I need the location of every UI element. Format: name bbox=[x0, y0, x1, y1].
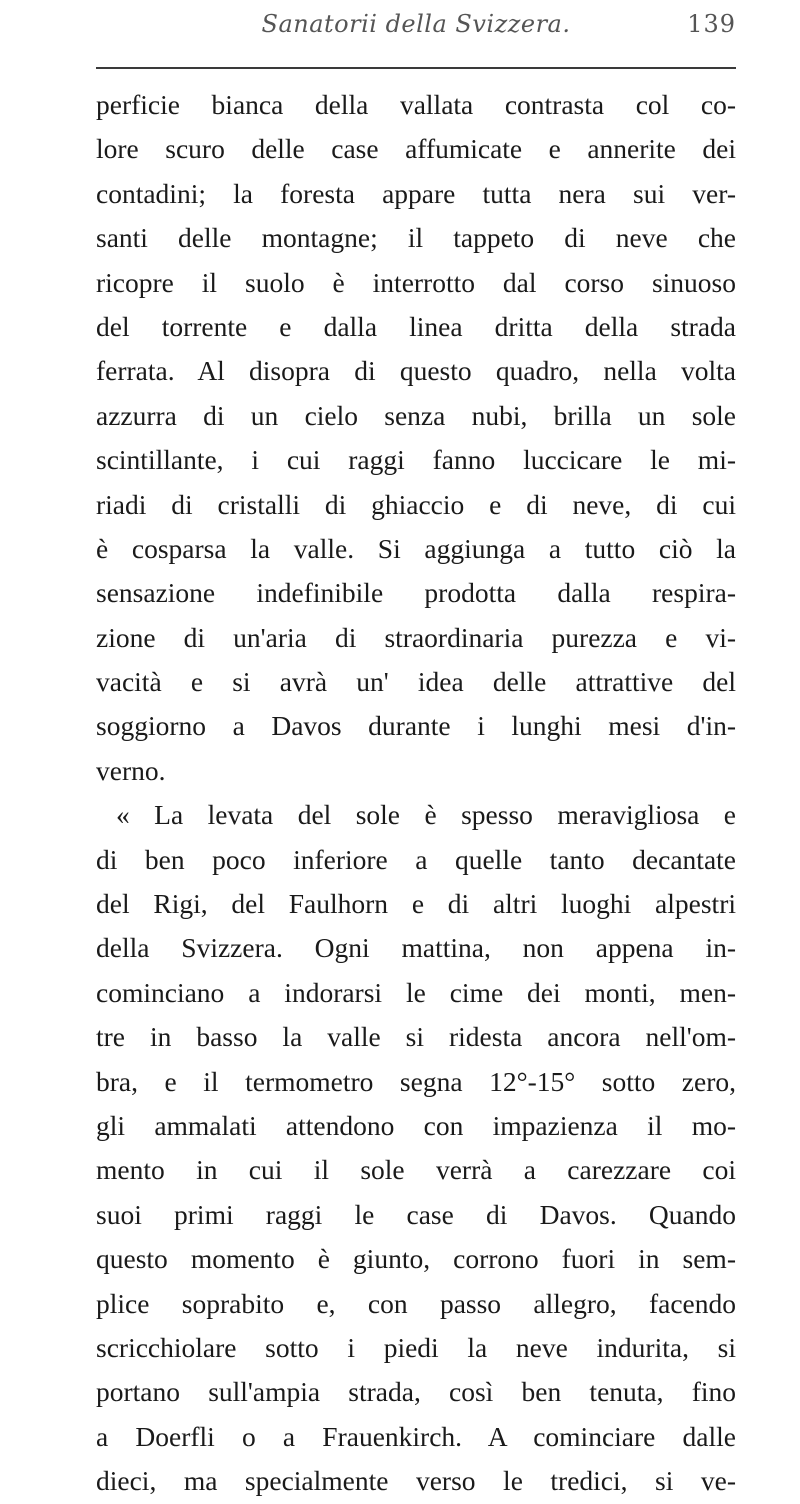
text-line: mento in cui il sole verrà a carezzare coi bbox=[96, 1154, 736, 1186]
text-line: soggiorno a Davos durante i lunghi mesi d'in- bbox=[96, 710, 736, 742]
body-text bbox=[96, 83, 736, 1504]
text-line: ferrata. Al disopra di questo quadro, nella volta bbox=[96, 355, 736, 387]
text-line: dieci, ma specialmente verso le tredici, si ve- bbox=[96, 1465, 736, 1497]
text-line: bra, e il termometro segna 12°-15° sotto zero, bbox=[96, 1065, 736, 1097]
text-line: tre in basso la valle si ridesta ancora nell'om- bbox=[96, 1021, 736, 1053]
text-line: del torrente e dalla linea dritta della strada bbox=[96, 310, 736, 342]
paragraph-end-line: verno. bbox=[96, 754, 166, 786]
text-line: cominciano a indorarsi le cime dei monti, men- bbox=[96, 976, 736, 1008]
header-rule bbox=[96, 67, 736, 69]
text-line: scricchiolare sotto i piedi la neve indurita, si bbox=[96, 1331, 736, 1363]
text-line: a Doerfli o a Frauenkirch. A cominciare dalle bbox=[96, 1420, 736, 1452]
running-title: Sanatorii della Svizzera. bbox=[261, 10, 571, 38]
text-line: sensazione indefinibile prodotta dalla respira- bbox=[96, 577, 736, 609]
text-line: perficie bianca della vallata contrasta col co- bbox=[96, 89, 736, 120]
text-line: zione di un'aria di straordinaria purezza e vi- bbox=[96, 621, 736, 653]
text-line: del Rigi, del Faulhorn e di altri luoghi alpestri bbox=[96, 888, 736, 920]
text-line: ricopre il suolo è interrotto dal corso sinuoso bbox=[96, 266, 736, 298]
text-line: è cosparsa la valle. Si aggiunga a tutto ciò la bbox=[96, 532, 736, 564]
text-line: plice soprabito e, con passo allegro, facendo bbox=[96, 1287, 736, 1319]
text-line: riadi di cristalli di ghiaccio e di neve, di cui bbox=[96, 488, 736, 520]
text-line: vacità e si avrà un' idea delle attrattive del bbox=[96, 666, 736, 698]
text-line: di ben poco inferiore a quelle tanto decantate bbox=[96, 843, 736, 875]
page-number: 139 bbox=[687, 10, 736, 38]
text-line: azzurra di un cielo senza nubi, brilla un sole bbox=[96, 399, 736, 431]
text-line: scintillante, i cui raggi fanno luccicare le mi- bbox=[96, 444, 736, 476]
text-line: questo momento è giunto, corrono fuori in sem- bbox=[96, 1243, 736, 1275]
text-line: suoi primi raggi le case di Davos. Quando bbox=[96, 1198, 736, 1230]
paragraph-start-line: « La levata del sole è spesso meravigliosa e bbox=[116, 799, 736, 831]
text-line: della Svizzera. Ogni mattina, non appena in- bbox=[96, 932, 736, 964]
text-line: gli ammalati attendono con impazienza il mo- bbox=[96, 1109, 736, 1141]
text-line: portano sull'ampia strada, così ben tenuta, fino bbox=[96, 1376, 736, 1408]
text-line: lore scuro delle case affumicate e annerite dei bbox=[96, 133, 736, 165]
running-head bbox=[96, 10, 736, 46]
text-line: contadini; la foresta appare tutta nera sui ver- bbox=[96, 177, 736, 209]
text-line: santi delle montagne; il tappeto di neve che bbox=[96, 222, 736, 254]
